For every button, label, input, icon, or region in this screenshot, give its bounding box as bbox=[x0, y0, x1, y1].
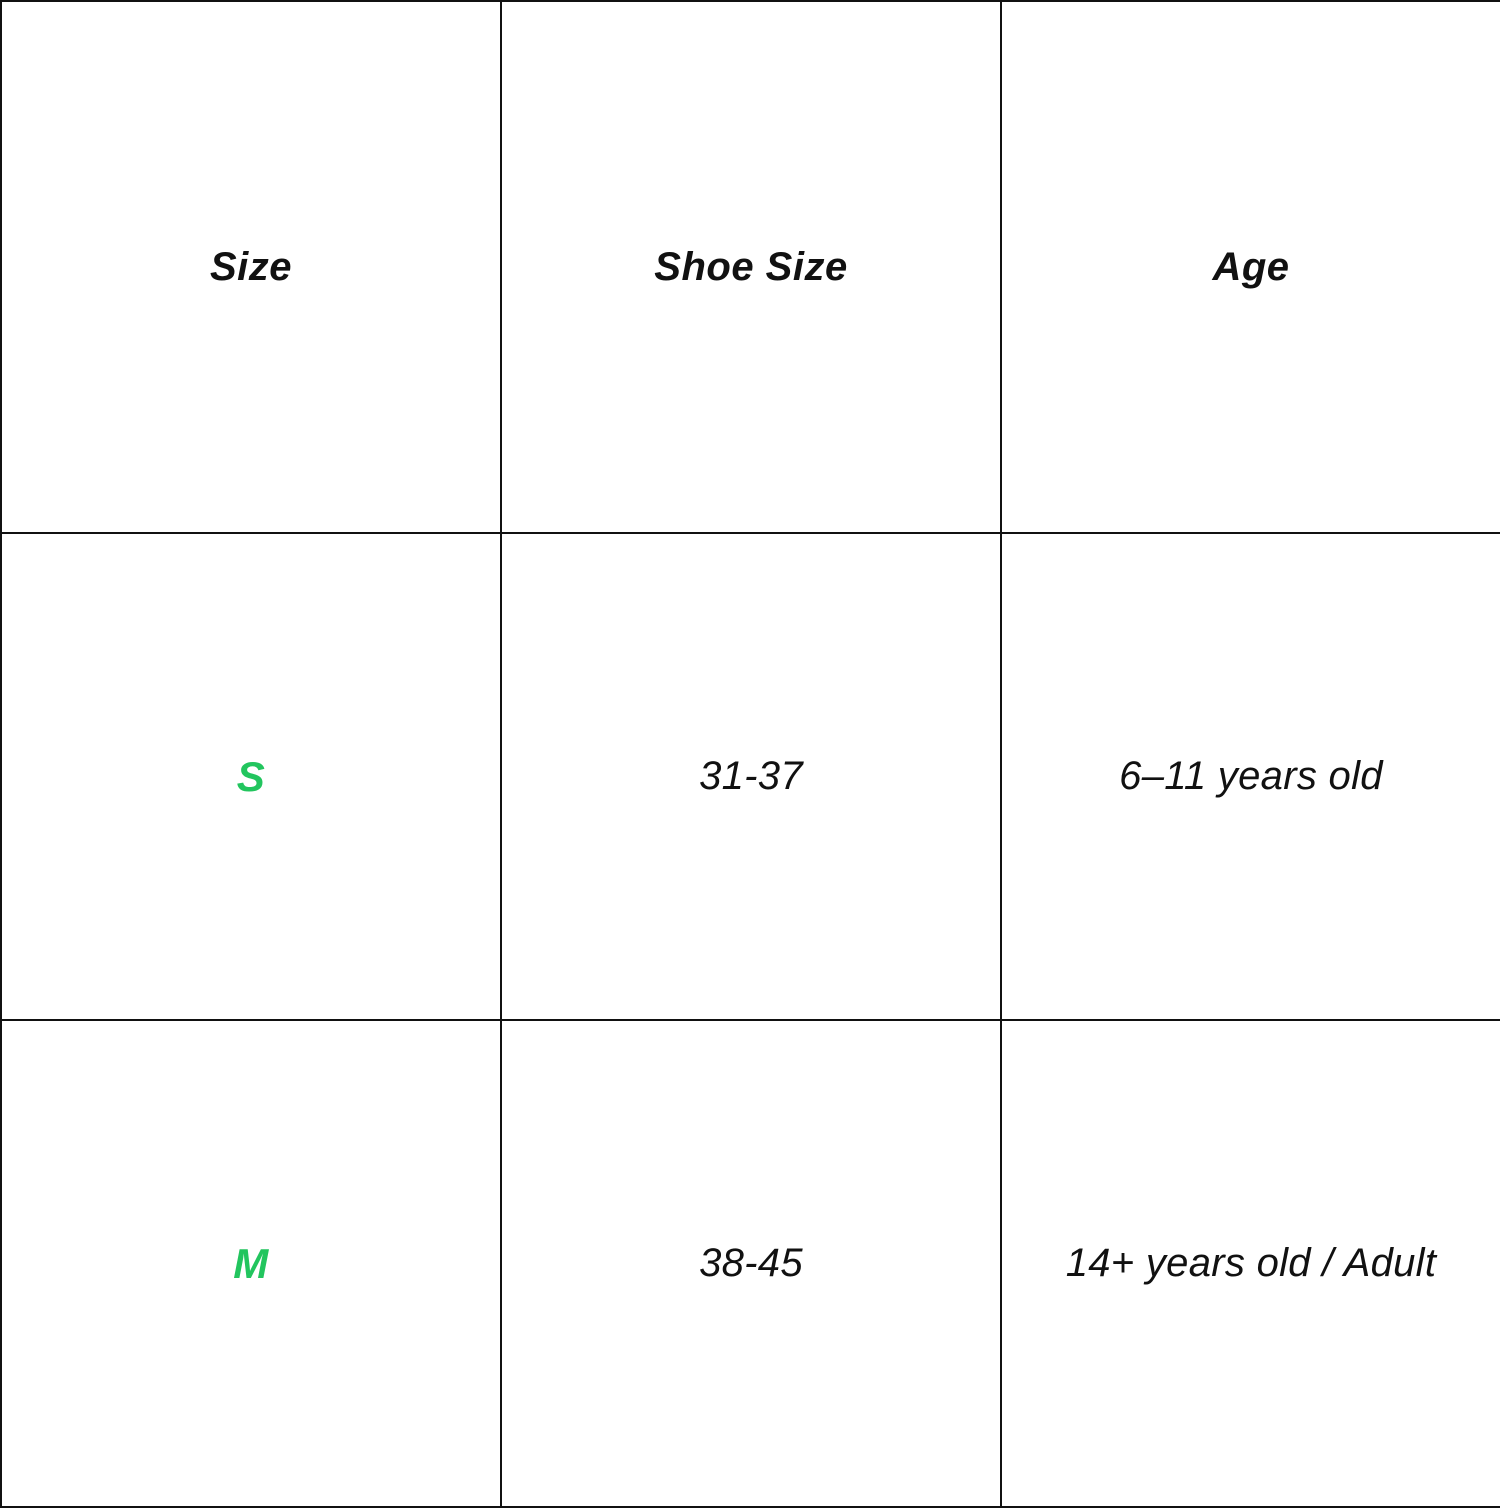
column-header-shoe-size: Shoe Size bbox=[501, 1, 1001, 533]
column-header-age: Age bbox=[1001, 1, 1500, 533]
cell-age-s: 6–11 years old bbox=[1001, 533, 1500, 1020]
cell-shoe-size-s: 31-37 bbox=[501, 533, 1001, 1020]
cell-shoe-size-m: 38-45 bbox=[501, 1020, 1001, 1507]
table-row bbox=[1, 533, 1500, 1020]
cell-size-s: S bbox=[1, 533, 501, 1020]
cell-size-m: M bbox=[1, 1020, 501, 1507]
column-header-size: Size bbox=[1, 1, 501, 533]
cell-age-m: 14+ years old / Adult bbox=[1001, 1020, 1500, 1507]
table-header-row bbox=[1, 1, 1500, 533]
table-row bbox=[1, 1020, 1500, 1507]
